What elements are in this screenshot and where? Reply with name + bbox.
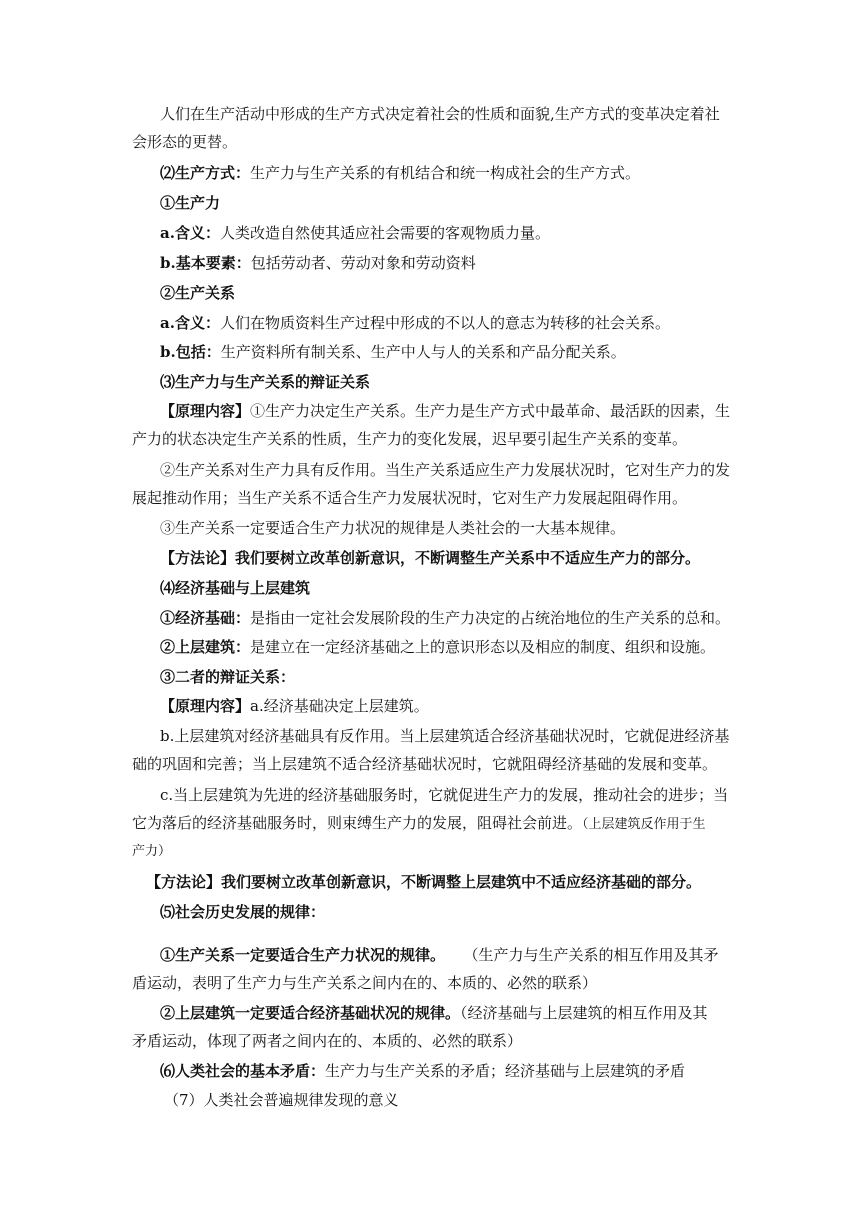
methodology-line: 【方法论】我们要树立改革创新意识，不断调整上层建筑中不适应经济基础的部分。 [146,873,702,891]
principle-text: a.经济基础决定上层建筑。 [250,697,429,715]
principle-label: 【原理内容】 [160,697,251,715]
section-heading-dialectical-relation: ⑶生产力与生产关系的辩证关系 [160,373,371,391]
law-title: ①生产关系一定要适合生产力状况的规律。 [160,946,446,964]
paragraph-text: 它为落后的经济基础服务时，则束缚生产力的发展，阻碍社会前进。 [132,814,583,832]
paragraph-line: 盾运动，表明了生产力与生产关系之间内在的、本质的、必然的联系） [132,974,598,992]
law-title: ②上层建筑一定要适合经济基础状况的规律。 [160,1004,461,1022]
principle-label: 【原理内容】 [160,402,251,420]
definition-line [160,313,670,333]
section-heading-economic-base: ⑷经济基础与上层建筑 [160,579,311,597]
definition-line [160,637,715,657]
section-heading-laws: ⑸社会历史发展的规律： [160,903,326,921]
section-heading-basic-contradiction [160,1061,685,1081]
principle-text: ①生产力决定生产关系。生产力是生产方式中最革命、最活跃的因素，生 [250,402,731,420]
law-line [160,1003,708,1023]
law-text: （经济基础与上层建筑的相互作用及其 [460,1004,708,1022]
definition-line [160,253,476,273]
paragraph-line: 产力的状态决定生产关系的性质，生产力的变化发展，迟早要引起生产关系的变革。 [132,430,688,448]
paragraph-line: b.上层建筑对经济基础具有反作用。当上层建筑适合经济基础状况时，它就促进经济基 [160,727,730,745]
heading-label: ⑹人类社会的基本矛盾： [160,1062,326,1080]
paragraph-line: 矛盾运动，体现了两者之间内在的、本质的、必然的联系） [132,1032,523,1050]
principle-line [160,696,429,716]
methodology-line: 【方法论】我们要树立改革创新意识，不断调整生产关系中不适应生产力的部分。 [160,549,701,567]
heading-text: 生产力与生产关系的矛盾；经济基础与上层建筑的矛盾 [325,1062,686,1080]
definition-label: a.含义： [160,224,220,242]
paragraph-note: 产力） [132,844,172,859]
definition-line [160,342,626,362]
subheading-production-relations: ②生产关系 [160,284,236,302]
definition-text: 包括劳动者、劳动对象和劳动资料 [250,254,476,272]
heading-label: ⑵生产方式： [160,164,251,182]
paragraph-line: 人们在生产活动中形成的生产方式决定着社会的性质和面貌,生产方式的变革决定着社 [160,105,720,123]
paragraph-line: 会形态的更替。 [132,133,238,151]
definition-label: a.含义： [160,314,220,332]
definition-label: ②上层建筑： [160,638,251,656]
paragraph-note: （上层建筑反作用于生 [582,817,706,832]
definition-line [160,223,550,243]
subheading-productive-forces: ①生产力 [160,194,221,212]
paragraph-line [132,813,706,835]
definition-label: b.基本要素： [160,254,251,272]
definition-text: 是指由一定社会发展阶段的生产力决定的占统治地位的生产关系的总和。 [250,609,731,627]
section-heading-production-mode [160,163,640,183]
paragraph-line: 础的巩固和完善；当上层建筑不适合经济基础状况时，它就阻碍经济基础的发展和变革。 [132,755,718,773]
definition-label: b.包括： [160,343,221,361]
definition-text: 生产资料所有制关系、生产中人与人的关系和产品分配关系。 [220,343,626,361]
paragraph-line: 展起推动作用；当生产关系不适合生产力发展状况时，它对生产力发展起阻碍作用。 [132,489,688,507]
law-line [160,945,719,965]
law-text: （生产力与生产关系的相互作用及其矛 [471,946,719,964]
definition-label: ①经济基础： [160,609,251,627]
subheading-dialectical: ③二者的辩证关系： [160,668,296,686]
definition-text: 是建立在一定经济基础之上的意识形态以及相应的制度、组织和设施。 [250,638,716,656]
definition-text: 人们在物质资料生产过程中形成的不以人的意志为转移的社会关系。 [219,314,670,332]
section-heading-significance: （7）人类社会普遍规律发现的意义 [164,1091,399,1109]
principle-line [160,401,730,421]
heading-text: 生产力与生产关系的有机结合和统一构成社会的生产方式。 [250,164,641,182]
paragraph-line: c.当上层建筑为先进的经济基础服务时，它就促进生产力的发展，推动社会的进步；当 [160,786,729,804]
paragraph-line: ③生产关系一定要适合生产力状况的规律是人类社会的一大基本规律。 [160,519,626,537]
definition-line [160,608,730,628]
paragraph-line: ②生产关系对生产力具有反作用。当生产关系适应生产力发展状况时，它对生产力的发 [160,461,731,479]
definition-text: 人类改造自然使其适应社会需要的客观物质力量。 [219,224,550,242]
